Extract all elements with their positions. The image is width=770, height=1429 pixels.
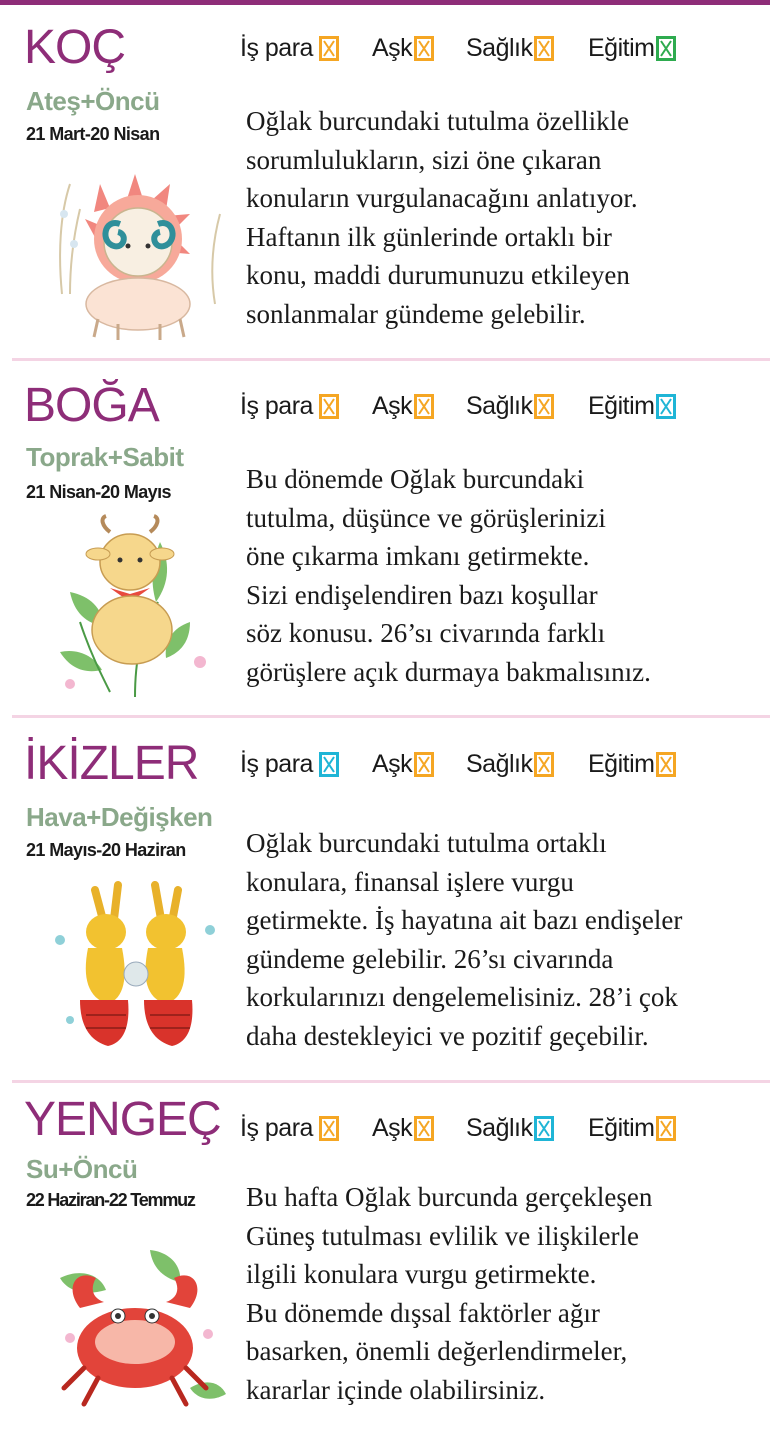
rating-is-para (240, 750, 339, 779)
ratings-row (240, 34, 760, 68)
sign-description: Bu hafta Oğlak burcunda gerçekleşen Güneş tutulması evlilik ve ilişkilerle ilgili konulara vurgu getirmekte. Bu dönemde dışsal faktörler ağır basarken, önemli değerlendirmeler, kararlar içinde olabilirsiniz. (246, 1182, 653, 1405)
sign-dates: 21 Mart-20 Nisan (26, 124, 160, 144)
checkbox-x-icon (656, 36, 676, 61)
rating-label: Eğitim (588, 34, 655, 62)
sign-dates: 22 Haziran-22 Temmuz (26, 1190, 195, 1210)
sign-section-ikizler (0, 722, 770, 1078)
top-rule (0, 0, 770, 5)
crab-illustration (40, 1238, 230, 1424)
section-divider (12, 1080, 770, 1083)
rating-label: İş para (240, 34, 313, 62)
rating-label: İş para (240, 1114, 313, 1142)
sign-dates: 21 Mayıs-20 Haziran (26, 840, 186, 860)
checkbox-x-icon (534, 36, 554, 61)
rating-label: Aşk (372, 1114, 413, 1142)
rating-egitim (588, 34, 676, 63)
rating-label: Eğitim (588, 1114, 655, 1142)
rating-ask (372, 1114, 434, 1143)
sign-element: Ateş+Öncü (26, 86, 160, 116)
ratings-row (240, 392, 760, 426)
sign-section-boga (0, 364, 770, 716)
sign-description: Oğlak burcundaki tutulma özellikle sorumlulukların, sizi öne çıkaran konuların vurgulanacağını anlatıyor. Haftanın ilk günlerinde ortaklı bir konu, maddi durumunuzu etkileyen sonlanmalar gündeme gelebilir. (246, 106, 638, 329)
checkbox-x-icon (414, 394, 434, 419)
rating-label: İş para (240, 750, 313, 778)
checkbox-x-icon (319, 394, 339, 419)
rating-label: İş para (240, 392, 313, 420)
sign-dates: 21 Nisan-20 Mayıs (26, 482, 171, 502)
checkbox-x-icon (534, 752, 554, 777)
sign-section-koc (0, 6, 770, 362)
ram-illustration (40, 154, 230, 344)
checkbox-x-icon (656, 1116, 676, 1141)
checkbox-x-icon (534, 394, 554, 419)
sign-name: YENGEÇ (24, 1093, 221, 1146)
twins-illustration (40, 870, 230, 1060)
section-divider (12, 358, 770, 361)
section-divider (12, 715, 770, 718)
checkbox-x-icon (656, 394, 676, 419)
rating-saglik (466, 1114, 554, 1143)
rating-saglik (466, 34, 554, 63)
rating-label: Aşk (372, 392, 413, 420)
rating-saglik (466, 392, 554, 421)
sign-description: Bu dönemde Oğlak burcundaki tutulma, düşünce ve görüşlerinizi öne çıkarma imkanı getirmekte. Sizi endişelendiren bazı koşullar söz konusu. 26’sı civarında farklı görüşlere açık durmaya bakmalısınız. (246, 464, 651, 687)
rating-ask (372, 34, 434, 63)
rating-label: Aşk (372, 34, 413, 62)
rating-label: Sağlık (466, 1114, 533, 1142)
sign-name: BOĞA (24, 379, 159, 432)
rating-label: Sağlık (466, 392, 533, 420)
checkbox-x-icon (319, 752, 339, 777)
rating-label: Eğitim (588, 750, 655, 778)
bull-illustration (40, 512, 230, 702)
sign-description: Oğlak burcundaki tutulma ortaklı konulara, finansal işlere vurgu getirmekte. İş hayatına ait bazı endişeler gündeme gelebilir. 26’sı civarında korkularınızı dengelemelisiniz. 28’i çok daha destekleyici ve pozitif geçebilir. (246, 828, 683, 1051)
checkbox-x-icon (319, 1116, 339, 1141)
rating-is-para (240, 392, 339, 421)
checkbox-x-icon (414, 1116, 434, 1141)
rating-is-para (240, 34, 339, 63)
rating-ask (372, 750, 434, 779)
rating-is-para (240, 1114, 339, 1143)
checkbox-x-icon (414, 36, 434, 61)
ratings-row (240, 1114, 760, 1148)
rating-egitim (588, 392, 676, 421)
sign-element: Su+Öncü (26, 1154, 138, 1184)
checkbox-x-icon (656, 752, 676, 777)
sign-section-yengec (0, 1086, 770, 1428)
sign-element: Hava+Değişken (26, 802, 213, 832)
rating-label: Sağlık (466, 34, 533, 62)
ratings-row (240, 750, 760, 784)
checkbox-x-icon (414, 752, 434, 777)
checkbox-x-icon (319, 36, 339, 61)
rating-label: Aşk (372, 750, 413, 778)
sign-name: KOÇ (24, 21, 126, 74)
sign-name: İKİZLER (24, 737, 199, 790)
rating-label: Sağlık (466, 750, 533, 778)
rating-ask (372, 392, 434, 421)
rating-egitim (588, 1114, 676, 1143)
sign-element: Toprak+Sabit (26, 442, 184, 472)
rating-saglik (466, 750, 554, 779)
rating-egitim (588, 750, 676, 779)
checkbox-x-icon (534, 1116, 554, 1141)
rating-label: Eğitim (588, 392, 655, 420)
